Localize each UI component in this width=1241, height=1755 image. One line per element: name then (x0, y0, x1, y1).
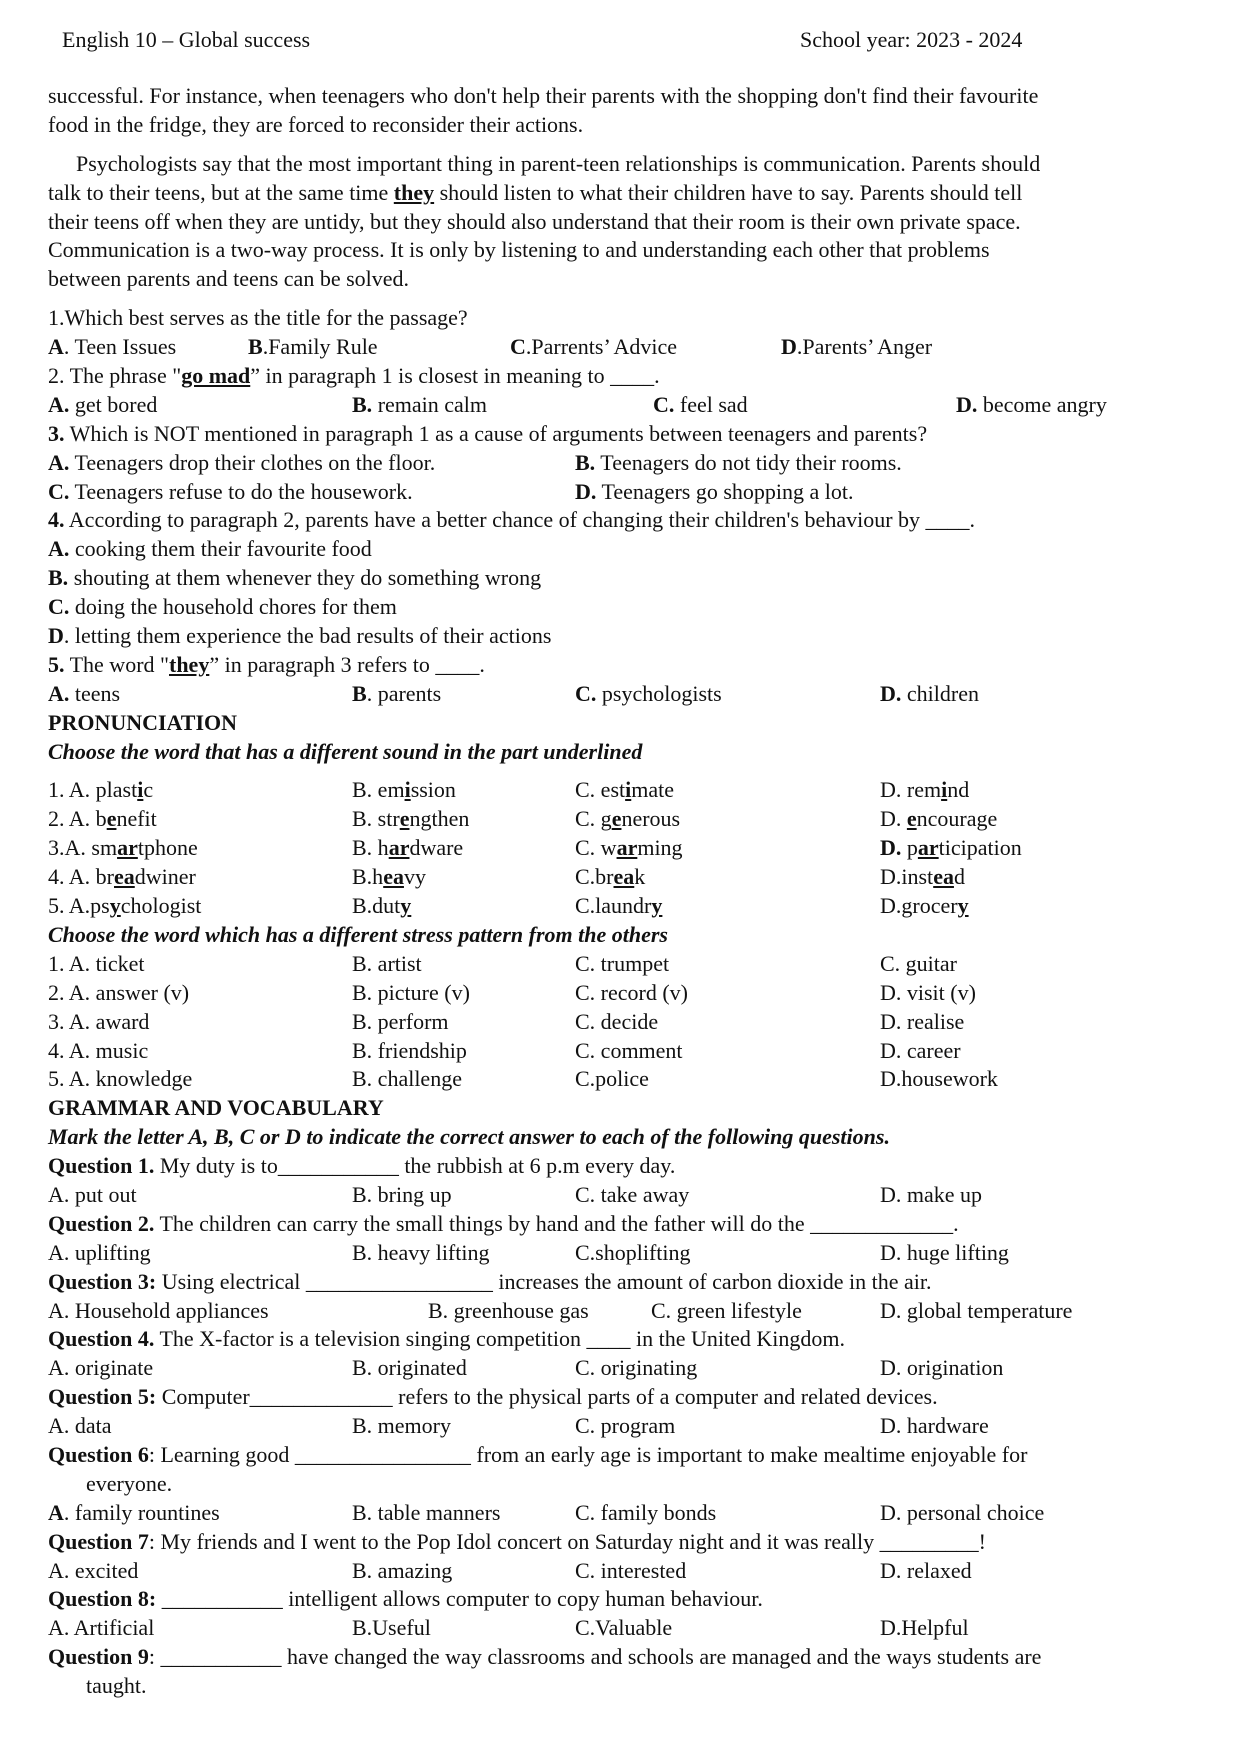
option-c[interactable]: C.shoplifting (575, 1239, 691, 1265)
grammar-q8-options (48, 1614, 1198, 1643)
option-b[interactable]: B. memory (352, 1413, 451, 1439)
option-a[interactable]: 2. A. answer (v) (48, 979, 190, 1005)
stress-rows (48, 950, 1198, 1094)
option-a[interactable]: 2. A. benefit (48, 806, 157, 832)
option-b[interactable]: B. bring up (352, 1181, 452, 1207)
reading-q3-stem: 3. Which is NOT mentioned in paragraph 1 as a cause of arguments between teenagers and parents? (48, 420, 928, 446)
option-c[interactable]: C. psychologists (575, 680, 722, 706)
underlined-letters: e (611, 806, 622, 832)
option-a[interactable]: 1. A. ticket (48, 950, 145, 976)
option-d[interactable]: D. origination (880, 1355, 1004, 1381)
underlined-letters: i (137, 777, 144, 803)
option-a[interactable]: A. put out (48, 1181, 137, 1207)
underlined-letters: y (651, 893, 663, 919)
stress-row (48, 1065, 1198, 1094)
option-a[interactable]: A. uplifting (48, 1239, 151, 1265)
option-d[interactable]: D.instead (880, 864, 965, 890)
passage-paragraph-1 (48, 82, 1198, 140)
option-d[interactable]: D. become angry (956, 391, 1107, 417)
text-span: should listen to what their children have to say. Parents should tell (434, 179, 1023, 205)
grammar-q1-stem: Question 1. My duty is to___________ the rubbish at 6 p.m every day. (48, 1153, 676, 1179)
grammar-q2-stem: Question 2. The children can carry the small things by hand and the father will do the _____________. (48, 1210, 959, 1236)
underlined-letters: i (404, 777, 411, 803)
pronunciation-row (48, 863, 1198, 892)
grammar-q6-stem-cont: everyone. (86, 1470, 173, 1496)
option-a[interactable]: 1. A. plastic (48, 777, 154, 803)
pronunciation-rows (48, 776, 1198, 920)
underlined-letters: ea (933, 864, 954, 890)
pronunciation-row (48, 776, 1198, 805)
option-a[interactable]: A. Artificial (48, 1615, 155, 1641)
grammar-q5-options (48, 1412, 1198, 1441)
option-c[interactable]: C. doing the household chores for them (48, 594, 397, 620)
option-c[interactable]: C. generous (575, 806, 681, 832)
option-d[interactable]: D. huge lifting (880, 1239, 1009, 1265)
grammar-q9-stem: Question 9: ___________ have changed the way classrooms and schools are managed and the ways students are (48, 1644, 1042, 1670)
option-c[interactable]: C. comment (575, 1037, 683, 1063)
text-line: successful. For instance, when teenagers who don't help their parents with the shopping don't find their favourite (48, 83, 1039, 108)
option-d[interactable]: D. realise (880, 1008, 965, 1034)
option-c[interactable]: C. take away (575, 1181, 690, 1207)
text-line: Communication is a two-way process. It is only by listening to and understanding each other that problems (48, 237, 990, 263)
option-a[interactable]: A. Teen Issues (48, 334, 177, 360)
option-d[interactable]: D. career (880, 1037, 961, 1063)
grammar-q2-options (48, 1239, 1198, 1268)
underlined-letters: ar (616, 835, 638, 861)
section-heading-grammar: GRAMMAR AND VOCABULARY (48, 1095, 384, 1121)
option-c[interactable]: C.Valuable (575, 1615, 673, 1641)
reading-q3-options-cd (48, 478, 1198, 507)
underlined-letters: i (941, 777, 948, 803)
option-b[interactable]: B. artist (352, 950, 422, 976)
option-c[interactable]: C. green lifestyle (651, 1297, 802, 1323)
underlined-letters: y (957, 893, 969, 919)
reading-q1-options (48, 333, 1198, 362)
option-d[interactable]: D.housework (880, 1066, 998, 1092)
grammar-q5-stem: Question 5: Computer_____________ refers to the physical parts of a computer and related devices. (48, 1384, 938, 1410)
option-c[interactable]: C. interested (575, 1557, 687, 1583)
option-b[interactable]: B. hardware (352, 835, 464, 861)
pronunciation-instruction: Choose the word that has a different sound in the part underlined (48, 738, 643, 764)
underlined-letters: i (625, 777, 632, 803)
option-b[interactable]: B. remain calm (352, 391, 488, 417)
reading-q1-stem: 1.Which best serves as the title for the passage? (48, 305, 468, 331)
option-a[interactable]: A. family rountines (48, 1499, 220, 1525)
grammar-q3-options (48, 1297, 1198, 1326)
grammar-q9-stem-cont: taught. (86, 1673, 147, 1699)
passage-paragraph-2 (48, 150, 1198, 294)
reading-q5-stem: 5. The word "they” in paragraph 3 refers to ____. (48, 651, 485, 677)
option-d[interactable]: D. relaxed (880, 1557, 972, 1583)
grammar-q1-options (48, 1181, 1198, 1210)
option-b[interactable]: B. perform (352, 1008, 449, 1034)
option-a[interactable]: 3.A. smartphone (48, 835, 198, 861)
underlined-letters: ea (114, 864, 135, 890)
option-b[interactable]: B. strengthen (352, 806, 470, 832)
option-d[interactable]: D. global temperature (880, 1297, 1073, 1323)
option-b[interactable]: B. table manners (352, 1499, 501, 1525)
underlined-letters: ar (388, 835, 410, 861)
option-d[interactable]: D.Parents’ Anger (781, 334, 933, 360)
option-b[interactable]: B. greenhouse gas (428, 1297, 589, 1323)
text-span: talk to their teens, but at the same time (48, 179, 394, 205)
option-a[interactable]: 4. A. breadwiner (48, 864, 196, 890)
grammar-q6-stem: Question 6: Learning good ________________ from an early age is important to make mealtime enjoyable for (48, 1441, 1028, 1467)
option-b[interactable]: B. shouting at them whenever they do something wrong (48, 565, 542, 591)
option-d[interactable]: D.Helpful (880, 1615, 969, 1641)
option-a[interactable]: A. teens (48, 680, 121, 706)
text-line: between parents and teens can be solved. (48, 266, 410, 292)
option-a[interactable]: 5. A.psychologist (48, 893, 202, 919)
option-d[interactable]: D.grocery (880, 893, 969, 919)
option-c[interactable]: C.Parrents’ Advice (510, 334, 677, 360)
worksheet-content (48, 82, 1198, 1701)
text-line: Psychologists say that the most important thing in parent-teen relationships is communication. Parents should (76, 150, 1041, 176)
option-a[interactable]: 5. A. knowledge (48, 1066, 193, 1092)
option-c[interactable]: C. Teenagers refuse to do the housework. (48, 478, 413, 504)
option-b[interactable]: B. friendship (352, 1037, 467, 1063)
option-d[interactable]: D. encourage (880, 806, 998, 832)
option-d[interactable]: D. children (880, 680, 979, 706)
grammar-q4-stem: Question 4. The X-factor is a television singing competition ____ in the United Kingdom. (48, 1326, 846, 1352)
option-a[interactable]: A. originate (48, 1355, 154, 1381)
grammar-q8-stem: Question 8: ___________ intelligent allows computer to copy human behaviour. (48, 1586, 763, 1612)
grammar-q3-stem: Question 3: Using electrical _________________ increases the amount of carbon dioxide in the air. (48, 1268, 932, 1294)
option-a[interactable]: 4. A. music (48, 1037, 149, 1063)
reading-q2-stem: 2. The phrase "go mad” in paragraph 1 is closest in meaning to ____. (48, 363, 660, 389)
grammar-instruction: Mark the letter A, B, C or D to indicate the correct answer to each of the following questions. (48, 1124, 890, 1150)
option-c[interactable]: C. estimate (575, 777, 675, 803)
stress-row (48, 950, 1198, 979)
pronunciation-row (48, 834, 1198, 863)
pronunciation-row (48, 805, 1198, 834)
text-line: food in the fridge, they are forced to reconsider their actions. (48, 111, 584, 137)
underlined-letters: e (906, 806, 917, 832)
underlined-letters: ar (917, 835, 939, 861)
option-a[interactable]: A. Teenagers drop their clothes on the floor. (48, 449, 436, 475)
reading-q2-options (48, 391, 1198, 420)
option-a[interactable]: A. data (48, 1413, 112, 1439)
underlined-letters: e (399, 806, 410, 832)
grammar-q4-options (48, 1354, 1198, 1383)
text-line: their teens off when they are untidy, but they should also understand that their room is their own private space. (48, 208, 1021, 234)
option-d[interactable]: D. letting them experience the bad results of their actions (48, 623, 552, 649)
grammar-q7-stem: Question 7: My friends and I went to the Pop Idol concert on Saturday night and it was really _________! (48, 1528, 986, 1554)
reading-q3-options-ab (48, 449, 1198, 478)
option-c[interactable]: C. record (v) (575, 979, 689, 1005)
underlined-phrase: go mad (181, 363, 251, 389)
underlined-letters: ea (613, 864, 635, 890)
underlined-letters: y (109, 893, 121, 919)
option-b[interactable]: B. challenge (352, 1066, 462, 1092)
stress-row (48, 1008, 1198, 1037)
option-d[interactable]: D. make up (880, 1181, 983, 1207)
option-c[interactable]: C. family bonds (575, 1499, 717, 1525)
option-a[interactable]: A. get bored (48, 391, 158, 417)
reading-q4-stem: 4. According to paragraph 2, parents have a better chance of changing their children's behaviour by ____. (48, 507, 976, 533)
option-b[interactable]: B. originated (352, 1355, 467, 1381)
stress-row (48, 979, 1198, 1008)
option-b[interactable]: B. amazing (352, 1557, 453, 1583)
option-d[interactable]: D. participation (880, 835, 1022, 861)
option-b[interactable]: B. Teenagers do not tidy their rooms. (575, 449, 902, 475)
option-b[interactable]: B. parents (352, 680, 442, 706)
grammar-q7-options (48, 1557, 1198, 1586)
header-school-year: School year: 2023 - 2024 (800, 27, 1023, 52)
stress-row (48, 1037, 1198, 1066)
underlined-word: they (169, 651, 210, 677)
section-heading-pronunciation: PRONUNCIATION (48, 709, 238, 735)
option-c[interactable]: C. trumpet (575, 950, 670, 976)
underlined-word: they (393, 179, 435, 205)
underlined-letters: e (106, 806, 117, 832)
option-c[interactable]: C.break (575, 864, 646, 890)
option-b[interactable]: B.Useful (352, 1615, 431, 1641)
option-c[interactable]: C. originating (575, 1355, 698, 1381)
option-d[interactable]: C. guitar (880, 950, 957, 976)
option-a[interactable]: A. cooking them their favourite food (48, 536, 372, 562)
grammar-q6-options (48, 1499, 1198, 1528)
pronunciation-row (48, 892, 1198, 921)
option-c[interactable]: C.police (575, 1066, 649, 1092)
option-d[interactable]: D. hardware (880, 1413, 989, 1439)
text-line (48, 179, 1198, 208)
option-b[interactable]: B. heavy lifting (352, 1239, 490, 1265)
option-a[interactable]: A. Household appliances (48, 1297, 269, 1323)
option-c[interactable]: C.laundry (575, 893, 663, 919)
option-d[interactable]: D. personal choice (880, 1499, 1045, 1525)
option-d[interactable]: D. Teenagers go shopping a lot. (575, 478, 854, 504)
option-c[interactable]: C. program (575, 1413, 676, 1439)
option-b[interactable]: B.duty (352, 893, 412, 919)
header-course: English 10 – Global success (62, 27, 311, 52)
underlined-letters: y (400, 893, 412, 919)
option-b[interactable]: B.Family Rule (248, 334, 378, 360)
reading-q5-options (48, 680, 1198, 709)
option-d[interactable]: D. visit (v) (880, 979, 976, 1005)
option-a[interactable]: A. excited (48, 1557, 139, 1583)
option-b[interactable]: B. emission (352, 777, 456, 803)
option-d[interactable]: D. remind (880, 777, 970, 803)
option-c[interactable]: C. warming (575, 835, 683, 861)
option-b[interactable]: B. picture (v) (352, 979, 470, 1005)
option-b[interactable]: B.heavy (352, 864, 426, 890)
stress-instruction: Choose the word which has a different stress pattern from the others (48, 921, 668, 947)
underlined-letters: ea (383, 864, 404, 890)
underlined-letters: ar (117, 835, 138, 861)
option-c[interactable]: C. feel sad (653, 391, 748, 417)
option-a[interactable]: 3. A. award (48, 1008, 150, 1034)
option-c[interactable]: C. decide (575, 1008, 659, 1034)
